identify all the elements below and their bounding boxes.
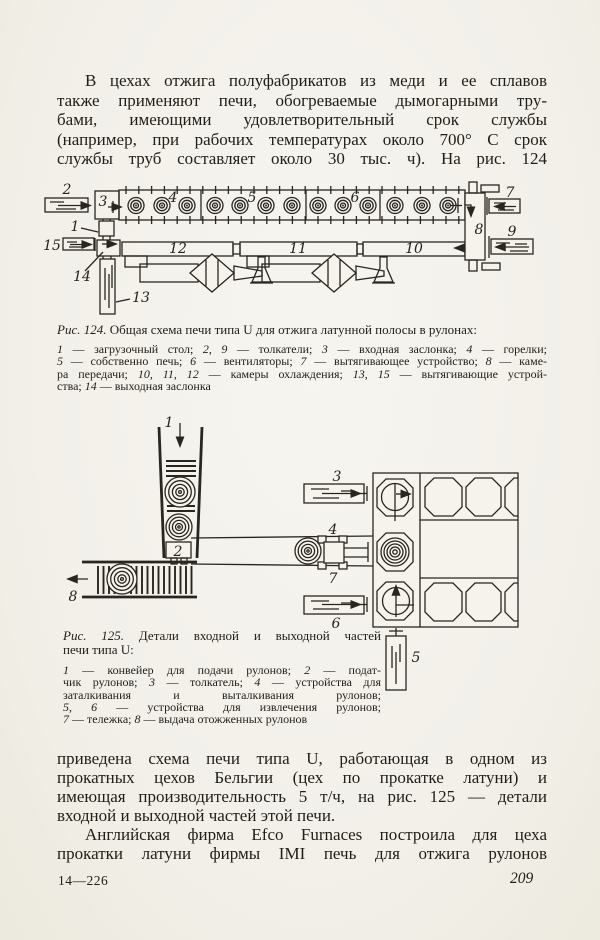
text-line: службы труб составляет около 30 тыс. ч). На рис. 124 bbox=[57, 149, 547, 169]
diagram-label: 3 bbox=[332, 469, 342, 485]
print-run-code: 14—226 bbox=[58, 873, 109, 888]
text-line: ра передачи; 10, 11, 12 — камеры охлаждения; 13, 15 — вытягивающие устрой- bbox=[57, 366, 548, 381]
diagram-label: 4 bbox=[168, 190, 178, 206]
diagram-label: 9 bbox=[507, 224, 517, 240]
text-line: также применяют печи, обогреваемые дымогарными тру- bbox=[57, 90, 547, 110]
text-line: входной и выходной частей этой печи. bbox=[57, 805, 336, 825]
puller-7 bbox=[487, 197, 520, 215]
text-line: прокатки латуни фирмы IMI печь для отжига рулонов bbox=[57, 843, 547, 863]
fan-assembly-right bbox=[247, 254, 395, 292]
text-line: 7 — тележка; 8 — выдача отожженных рулонов bbox=[63, 712, 308, 727]
push-extract-device-4 bbox=[318, 536, 368, 569]
text-line: Английская фирма Efco Furnaces построила для цеха bbox=[85, 824, 547, 844]
extractor-5 bbox=[386, 628, 406, 690]
extractor-6 bbox=[304, 596, 367, 614]
text-line: 5 — собственно печь; 6 — вентиляторы; 7 — вытягивающее устройство; 8 — каме- bbox=[57, 354, 548, 369]
diagram-label: 13 bbox=[132, 290, 150, 306]
fig124-diagram bbox=[43, 182, 533, 314]
text-line: 1 — конвейер для подачи рулонов; 2 — подат- bbox=[63, 663, 381, 677]
text-line: 5, 6 — устройства для извлечения рулонов; bbox=[63, 699, 382, 714]
text-line: прокатных цехов Бельгии (цех по прокатке латуни) и bbox=[57, 767, 547, 787]
diagram-label: 6 bbox=[331, 616, 341, 632]
diagram-label: 2 bbox=[173, 544, 183, 560]
diagram-label: 8 bbox=[474, 222, 484, 238]
diagram-label: 2 bbox=[62, 182, 72, 198]
diagram-label: 12 bbox=[169, 241, 187, 257]
fig124-number: Рис. 124. bbox=[57, 322, 107, 337]
pusher-15 bbox=[63, 238, 95, 251]
paragraph-bottom bbox=[57, 750, 547, 863]
output-conveyor-8 bbox=[68, 562, 197, 597]
diagram-label: 14 bbox=[73, 269, 91, 285]
text-line: В цехах отжига полуфабрикатов из меди и ее сплавов bbox=[85, 71, 547, 90]
text-line: заталкивания и выталкивания рулонов; bbox=[63, 687, 381, 702]
text-line: чик рулонов; 3 — толкатель; 4 — устройства для bbox=[63, 675, 381, 690]
pusher-3 bbox=[304, 484, 367, 503]
diagram-label: 11 bbox=[289, 241, 307, 257]
diagram-label: 7 bbox=[505, 185, 515, 201]
fan-assembly-left bbox=[125, 254, 273, 292]
diagram-label: 7 bbox=[328, 571, 338, 587]
diagram-label: 15 bbox=[43, 238, 61, 254]
text-line: (например, при рабочих температурах около 700° С срок bbox=[57, 129, 547, 149]
loading-table-1 bbox=[81, 219, 114, 240]
text-line: бами, имеющими удовлетворительный срок службы bbox=[57, 110, 547, 130]
text-line: приведена схема печи типа U, работающая в одном из bbox=[57, 749, 547, 768]
text-line: ства; 14 — выходная заслонка bbox=[57, 378, 211, 393]
diagram-label: 5 bbox=[411, 650, 421, 666]
fig125-caption bbox=[63, 629, 381, 725]
fig124-caption-title: Рис. 124. Общая схема печи типа U для отжига латунной полосы в рулонах: bbox=[57, 322, 478, 337]
diagram-label: 10 bbox=[405, 241, 423, 257]
fig125-legend bbox=[63, 664, 381, 725]
fig125-caption-title: Рис. 125. Детали входной и выходной частей печи типа U: bbox=[63, 628, 381, 657]
text-line: имеющая производительность 5 т/ч, на рис. 125 — детали bbox=[57, 786, 547, 806]
pusher-2 bbox=[45, 198, 90, 212]
text-line: 1 — загрузочный стол; 2, 9 — толкатели; 3 — входная заслонка; 4 — горелки; bbox=[57, 342, 547, 356]
fig124-legend bbox=[57, 343, 547, 392]
furnace-block bbox=[373, 473, 539, 627]
fig125-number: Рис. 125. bbox=[63, 628, 125, 643]
diagram-label: 6 bbox=[350, 190, 360, 206]
diagram-label: 5 bbox=[247, 190, 257, 206]
diagram-label: 1 bbox=[70, 219, 80, 235]
diagram-label: 1 bbox=[164, 415, 174, 431]
diagram-label: 8 bbox=[68, 589, 78, 605]
page-number: 209 bbox=[510, 870, 534, 887]
diagram-label: 4 bbox=[328, 522, 338, 538]
diagram-label: 3 bbox=[98, 194, 108, 210]
fig124-caption bbox=[57, 323, 547, 392]
